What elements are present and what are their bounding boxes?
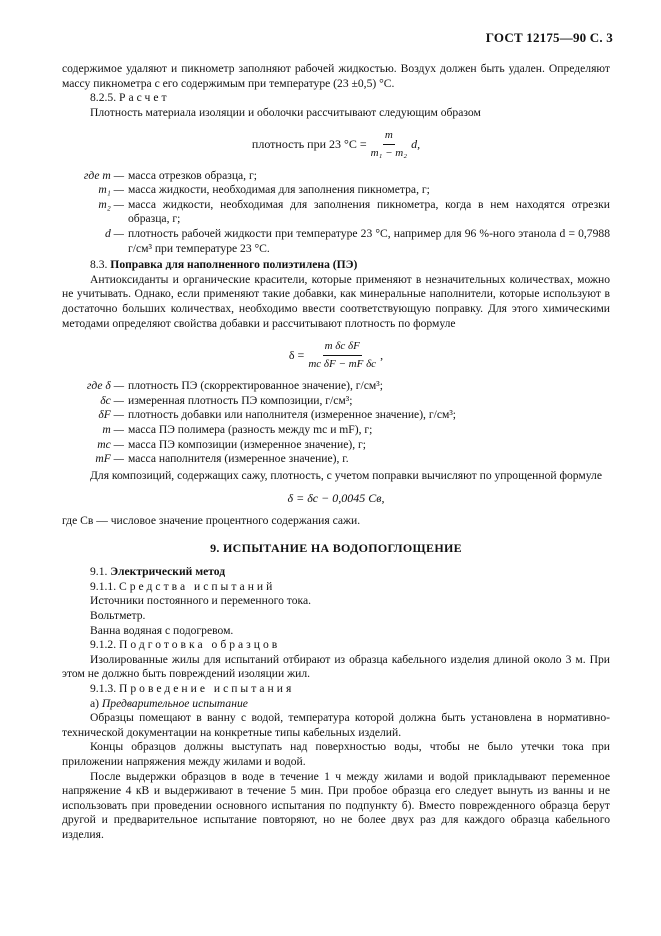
subsection-title: Предварительное испытание (101, 696, 248, 710)
section-title: Проведение испытания (119, 681, 295, 695)
formula-end: , (380, 347, 384, 362)
section-number: 8.2.5. (90, 91, 117, 105)
section-number: 8.3. (90, 258, 108, 272)
section-title-9: 9. ИСПЫТАНИЕ НА ВОДОПОГЛОЩЕНИЕ (210, 540, 462, 555)
section-number: 9.1.1. (90, 579, 117, 593)
section-9-1-1 (62, 580, 610, 595)
definition-text: измеренная плотность ПЭ композиции, г/см³; (128, 393, 353, 407)
paragraph-density: Плотность материала изоляции и оболочки рассчитывают следующим образом (90, 105, 481, 119)
section-8-3 (62, 258, 610, 273)
paragraph-continuation: содержимое удаляют и пикнометр заполняют рабочей жидкостью. Воздух должен быть удален. Определяют массу пикнометра с его содержимым при температуре (23 ±0,5) °С. (62, 62, 610, 90)
formula-denominator: m₁ − m₂ (370, 146, 408, 159)
section-number: 9.1. (90, 565, 108, 579)
definition-item (62, 438, 610, 453)
section-9-1-2 (62, 638, 610, 653)
paragraph-8-3: Антиоксиданты и органические красители, которые применяют в незначительных количествах, можно не учитывать. Однако, если применяют такие добавки, как минеральные наполнители, которые используют в достаточно больших количествах, необходимо ввести соответствующую поправку. Для этого химическими методами определяют свойства добавки и рассчитывают плотность по формуле (62, 272, 610, 330)
section-9-1 (62, 565, 610, 580)
definitions-2 (62, 379, 610, 467)
definition-text: плотность добавки или наполнителя (измеренное значение), г/см³; (128, 408, 457, 422)
definition-item (62, 379, 610, 394)
paragraph-cv-definition: где Cв — числовое значение процентного содержания сажи. (62, 514, 361, 528)
paragraph-a3: После выдержки образцов в воде в течение 1 ч между жилами и водой прикладывают переменное напряжение 4 кВ и выдерживают в течение 5 мин. При пробое образца его следует вынуть из ванны и не использовать при проведении основного испытания по подпункту б). Вместо поврежденного образца берут другой и предварительное испытание повторяют, но не более двух раз для каждого образца кабельного изделия. (62, 769, 610, 841)
section-title: Средства испытаний (119, 579, 276, 593)
formula-denominator: mc δF − mF δc (308, 357, 377, 370)
subsection-letter: а) (90, 696, 100, 710)
section-number: 9.1.3. (90, 681, 117, 695)
definition-item (62, 452, 610, 467)
definition-symbol: δF — (98, 408, 124, 422)
definition-item (62, 183, 610, 198)
definition-item (62, 169, 610, 184)
definition-symbol: δc — (100, 393, 124, 407)
definition-text: масса наполнителя (измеренное значение), г. (128, 452, 349, 466)
formula-lhs: δ = (288, 347, 305, 362)
definition-symbol: m₁ — (98, 183, 124, 197)
definition-text: масса ПЭ композиции (измеренное значение), г; (128, 437, 366, 451)
formula-density (62, 128, 610, 160)
formula-fraction (308, 339, 376, 371)
paragraph-a1: Образцы помещают в ванну с водой, температура которой должна быть установлена в нормативно-технической документации на конкретные типы кабельных изделий. (62, 711, 610, 739)
definitions-1 (62, 169, 610, 257)
definition-text: плотность ПЭ (скорректированное значение), г/см³; (128, 379, 383, 393)
definition-symbol: где δ — (86, 379, 124, 393)
definition-item (62, 227, 610, 256)
equipment-item: Вольтметр. (90, 609, 146, 622)
definition-symbol: d — (104, 226, 124, 240)
formula-fraction (371, 128, 407, 160)
section-title: Электрический метод (110, 565, 226, 579)
page-header: ГОСТ 12175—90 С. 3 (485, 30, 613, 45)
section-number: 9.1.2. (90, 638, 117, 652)
paragraph-a2: Концы образцов должны выступать над поверхностью воды, чтобы не было утечки тока при приложении напряжения между жилами и водой. (62, 740, 610, 768)
paragraph-9-1-2: Изолированные жилы для испытаний отбирают из образца кабельного изделия длиной около 3 м. При этом не должно быть повреждений изоляции жил. (62, 652, 610, 681)
definition-item (62, 423, 610, 438)
definition-symbol: mc — (97, 437, 124, 451)
section-title: Подготовка образцов (119, 638, 281, 652)
definition-text: плотность рабочей жидкости при температуре 23 °С, например для 96 %-ного этанола d = 0,7988 г/см³ при температуре 23 °С. (128, 226, 610, 255)
formula-numerator: m (383, 128, 395, 145)
section-title: Расчет (119, 91, 170, 105)
definition-text: масса отрезков образца, г; (128, 168, 257, 182)
definition-text: масса жидкости, необходимая для заполнения пикнометра, когда в нем находятся отрезки образца, г; (128, 197, 610, 226)
formula-rhs: d, (411, 137, 421, 152)
definition-item (62, 198, 610, 227)
section-8-2-5 (62, 91, 610, 106)
section-9-1-3 (62, 682, 610, 697)
definition-symbol: m — (102, 423, 124, 437)
definition-item (62, 394, 610, 409)
definition-item (62, 408, 610, 423)
equipment-item: Ванна водяная с подогревом. (90, 623, 234, 637)
definition-text: масса ПЭ полимера (разность между mc и mF), г; (128, 423, 373, 437)
formula-soot: δ = δc − 0,0045 Cв, (287, 491, 385, 506)
definition-symbol: mF — (95, 452, 124, 466)
definition-symbol: m₂ — (98, 197, 124, 211)
subsection-a (62, 697, 610, 712)
definition-text: масса жидкости, необходимая для заполнения пикнометра, г; (128, 183, 430, 197)
definition-symbol: где m — (83, 168, 124, 182)
section-title: Поправка для наполненного полиэтилена (ПЭ) (110, 258, 358, 272)
page-body (62, 62, 610, 843)
formula-lhs: плотность при 23 °С = (251, 137, 367, 152)
equipment-item: Источники постоянного и переменного тока. (90, 594, 311, 608)
paragraph-soot: Для композиций, содержащих сажу, плотность, с учетом поправки вычисляют по упрощенной формуле (90, 468, 602, 482)
formula-numerator: m δc δF (323, 339, 362, 356)
formula-corrected-density (62, 339, 610, 371)
